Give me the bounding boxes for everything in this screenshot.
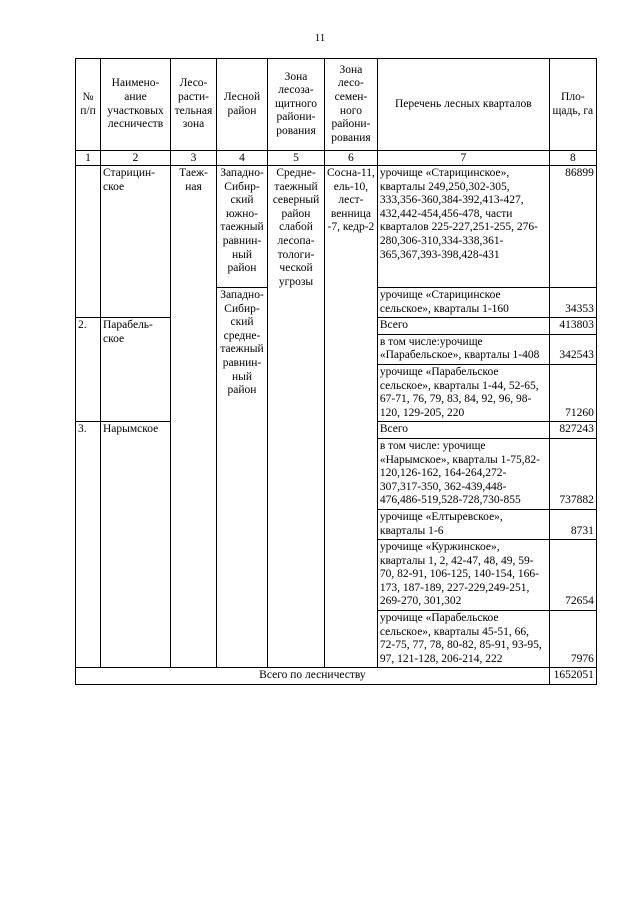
col-number: 3: [171, 151, 217, 166]
quarters-cell: в том числе: урочище «Нарымское», кварталы 1-75,82-120,126-162, 164-264,272-307,317-350, 362-439,448-476,486-519,528-728,730-855: [377, 438, 549, 509]
forestry-table: [75, 58, 597, 685]
quarters-cell: Всего: [377, 422, 549, 439]
row-num: 3.: [76, 422, 101, 668]
quarters-cell: урочище «Парабельское сельское», кварталы 45-51, 66, 72-75, 77, 78, 80-82, 85-91, 93-95, 97, 121-128, 206-214, 222: [377, 611, 549, 668]
header-name: Наимено-ание участковых лесничеств: [101, 59, 171, 151]
quarters-cell: Всего: [377, 318, 549, 335]
forest-zone-cell: Таеж-ная: [171, 166, 217, 668]
forestry-name: Старицин-ское: [101, 166, 171, 318]
protect-zone-cell: Средне-таежный северный район слабой лесопа-тологи-ческой угрозы: [268, 166, 325, 668]
area-cell: 71260: [549, 364, 596, 421]
area-cell: 86899: [549, 166, 596, 288]
quarters-cell: урочище «Елтыревское», кварталы 1-6: [377, 509, 549, 539]
header-row: [76, 59, 597, 151]
header-protect-zone: Зона лесоза-щитного райони-рования: [268, 59, 325, 151]
area-cell: 8731: [549, 509, 596, 539]
quarters-cell: в том числе:урочище «Парабельское», кварталы 1-408: [377, 334, 549, 364]
total-area: 1652051: [549, 668, 596, 685]
area-cell: 34353: [549, 288, 596, 318]
area-cell: 72654: [549, 540, 596, 611]
quarters-cell: урочище «Парабельское сельское», кварталы 1-44, 52-65, 67-71, 76, 79, 83, 84, 92, 96, 98-120, 129-205, 220: [377, 364, 549, 421]
total-row: [76, 668, 597, 685]
total-label: Всего по лесничеству: [76, 668, 550, 685]
col-number: 2: [101, 151, 171, 166]
area-cell: 7976: [549, 611, 596, 668]
header-forest-zone: Лесо-расти-тельная зона: [171, 59, 217, 151]
column-numbers-row: [76, 151, 597, 166]
forest-region-cell: Западно-Сибир-ский южно-таежный равнин-ный район: [217, 166, 268, 288]
col-number: 1: [76, 151, 101, 166]
seed-zone-cell: Сосна-11, ель-10, лест-венница -7, кедр-2: [325, 166, 378, 668]
header-forest-region: Лесной район: [217, 59, 268, 151]
header-num: № п/п: [76, 59, 101, 151]
header-quarters: Перечень лесных кварталов: [377, 59, 549, 151]
row-num: 2.: [76, 318, 101, 422]
header-seed-zone: Зона лесо-семен-ного райони-рования: [325, 59, 378, 151]
col-number: 7: [377, 151, 549, 166]
forestry-name: Нарымское: [101, 422, 171, 668]
table-row: [76, 166, 597, 288]
forest-region-cell: Западно-Сибир-ский средне-таежный равнин-ный район: [217, 288, 268, 668]
header-area: Пло-щадь, га: [549, 59, 596, 151]
col-number: 8: [549, 151, 596, 166]
col-number: 5: [268, 151, 325, 166]
row-num: [76, 166, 101, 318]
forestry-name: Парабель-ское: [101, 318, 171, 422]
area-cell: 413803: [549, 318, 596, 335]
quarters-cell: урочище «Старицинское», кварталы 249,250,302-305, 333,356-360,384-392,413-427, 432,442-454,456-478, части кварталов 225-227,251-255, 276-280,306-310,334-338,361-365,367,393-398,428-431: [377, 166, 549, 288]
area-cell: 827243: [549, 422, 596, 439]
area-cell: 342543: [549, 334, 596, 364]
area-cell: 737882: [549, 438, 596, 509]
col-number: 4: [217, 151, 268, 166]
page-number: 11: [314, 32, 326, 44]
quarters-cell: урочище «Куржинское», кварталы 1, 2, 42-47, 48, 49, 59-70, 82-91, 106-125, 140-154, 166-173, 187-189, 227-229,249-251, 269-270, 301,302: [377, 540, 549, 611]
col-number: 6: [325, 151, 378, 166]
quarters-cell: урочище «Старицинское сельское», кварталы 1-160: [377, 288, 549, 318]
